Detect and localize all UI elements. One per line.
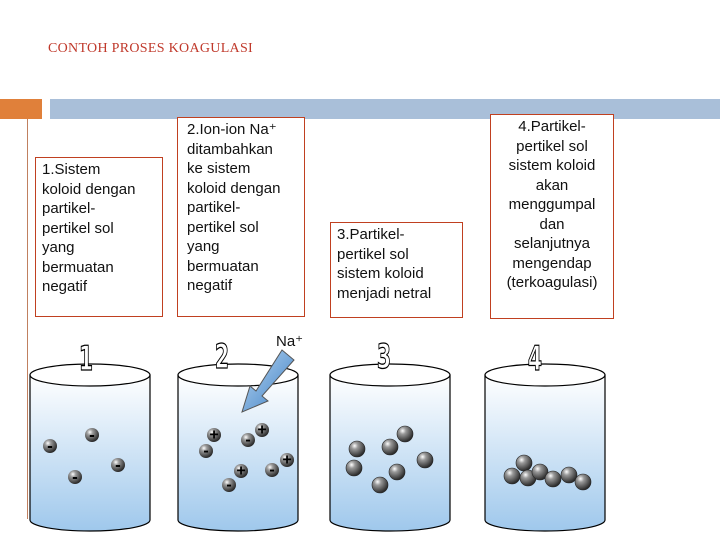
beaker-4	[485, 364, 605, 531]
negative-charge: -	[72, 467, 78, 487]
positive-charge: +	[282, 451, 292, 469]
beaker-4-number: 4	[527, 338, 543, 379]
positive-charge: +	[209, 426, 219, 444]
sodium-ion-label: Na⁺	[276, 333, 304, 350]
negative-charge: -	[47, 436, 53, 456]
step-3-text: 3.Partikel- pertikel sol sistem koloid menjadi netral	[337, 226, 432, 302]
beaker-2-number: 2	[214, 336, 230, 377]
beaker-2	[178, 364, 298, 531]
positive-charge: +	[236, 462, 246, 480]
step-4-text: 4.Partikel- pertikel sol sistem koloid akan menggumpal dan selanjutnya mengendap (terkoagulasi)	[506, 118, 598, 291]
negative-charge: -	[115, 455, 121, 475]
positive-charge: +	[257, 421, 267, 439]
negative-charge: -	[89, 425, 95, 445]
step-2-text: 2.Ion-ion Na⁺ ditambahkan ke sistem koloid dengan partikel- pertikel sol yang bermuatan negatif	[187, 121, 281, 294]
negative-charge: -	[226, 476, 232, 494]
beaker-1-number: 1	[78, 338, 94, 379]
negative-charge: -	[203, 442, 209, 460]
beaker-3-number: 3	[376, 336, 392, 377]
negative-charge: -	[245, 431, 251, 449]
slide-title: CONTOH PROSES KOAGULASI	[48, 41, 253, 56]
step-1-text: 1.Sistem koloid dengan partikel- pertikel sol yang bermuatan negatif	[42, 161, 136, 295]
negative-charge: -	[269, 461, 275, 479]
